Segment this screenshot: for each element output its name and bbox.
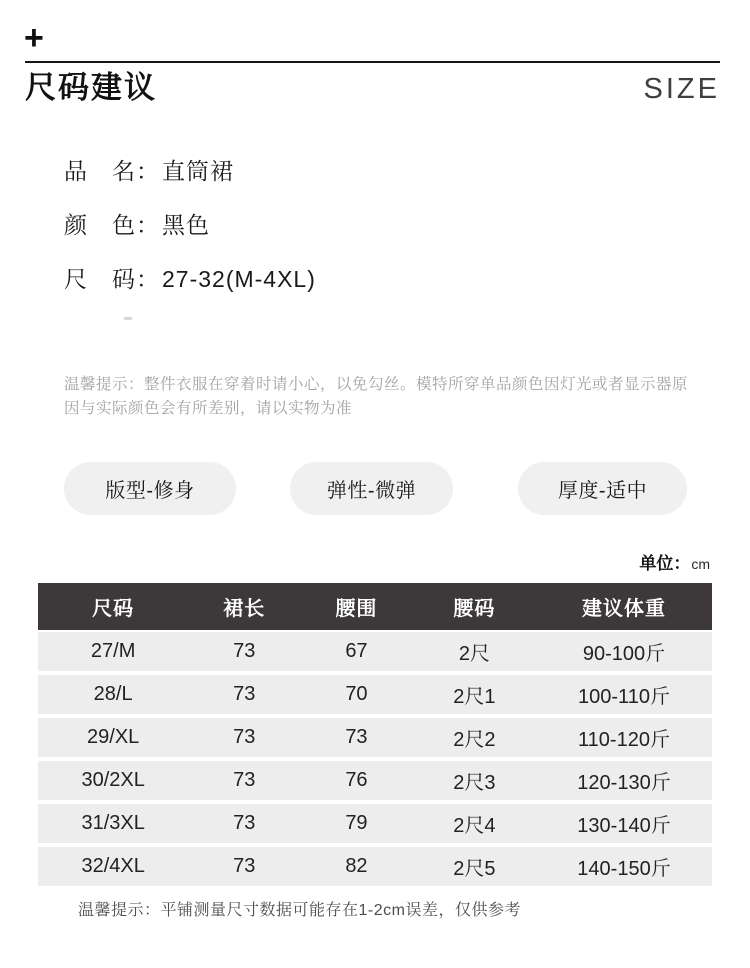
table-row bbox=[38, 761, 712, 800]
product-size-label: 尺 码： bbox=[64, 266, 160, 292]
table-cell: 120-130斤 bbox=[577, 772, 671, 794]
table-cell: 140-150斤 bbox=[577, 858, 671, 880]
table-cell: 2尺5 bbox=[453, 858, 496, 880]
column-header: 裙长 bbox=[223, 598, 266, 620]
table-cell: 90-100斤 bbox=[582, 643, 666, 665]
product-color-label: 颜 色： bbox=[64, 212, 160, 238]
thickness-tag: 厚度-适中 bbox=[518, 462, 687, 515]
elasticity-tag: 弹性-微弹 bbox=[290, 462, 453, 515]
page-title: 尺码建议 bbox=[25, 70, 157, 105]
column-header: 尺码 bbox=[92, 598, 135, 620]
table-row bbox=[38, 632, 712, 671]
table-cell: 27/M bbox=[90, 640, 136, 662]
product-name-value: 直筒裙 bbox=[162, 158, 234, 184]
table-cell: 82 bbox=[345, 855, 368, 877]
header-divider bbox=[25, 61, 720, 63]
table-cell: 130-140斤 bbox=[577, 815, 671, 837]
table-cell: 73 bbox=[233, 683, 256, 705]
product-color-row bbox=[64, 210, 316, 240]
table-cell: 100-110斤 bbox=[578, 686, 670, 708]
table-cell: 67 bbox=[345, 640, 368, 662]
table-cell: 73 bbox=[233, 812, 256, 834]
table-cell: 73 bbox=[233, 769, 256, 791]
table-row bbox=[38, 847, 712, 886]
table-cell: 79 bbox=[345, 812, 368, 834]
unit-indicator bbox=[639, 549, 710, 574]
table-row bbox=[38, 804, 712, 843]
table-cell: 70 bbox=[345, 683, 368, 705]
product-size-row bbox=[64, 264, 316, 294]
column-header: 腰码 bbox=[453, 598, 496, 620]
table-row bbox=[38, 718, 712, 757]
page-title-en: SIZE bbox=[643, 73, 720, 105]
table-cell: 110-120斤 bbox=[578, 729, 670, 751]
care-notice: 温馨提示：整件衣服在穿着时请小心，以免勾丝。模特所穿单品颜色因灯光或者显示器原因与实际颜色会有所差别，请以实物为准 bbox=[64, 376, 689, 417]
measure-notice: 温馨提示：平铺测量尺寸数据可能存在1-2cm误差，仅供参考 bbox=[78, 902, 521, 919]
table-cell: 73 bbox=[345, 726, 368, 748]
unit-label: 单位： bbox=[639, 554, 691, 573]
table-header-row bbox=[38, 583, 712, 630]
header bbox=[25, 70, 720, 106]
column-header: 建议体重 bbox=[582, 598, 666, 620]
column-header: 腰围 bbox=[335, 598, 378, 620]
product-color-value: 黑色 bbox=[162, 212, 210, 238]
product-size-value: 27-32(M-4XL) bbox=[162, 266, 316, 292]
table-cell: 2尺2 bbox=[453, 729, 496, 751]
size-table bbox=[38, 583, 712, 886]
table-cell: 2尺4 bbox=[453, 815, 496, 837]
table-cell: 2尺1 bbox=[453, 686, 496, 708]
table-row bbox=[38, 675, 712, 714]
table-cell: 73 bbox=[233, 726, 256, 748]
table-cell: 32/4XL bbox=[81, 855, 145, 877]
table-cell: 28/L bbox=[93, 683, 133, 705]
table-cell: 29/XL bbox=[87, 726, 140, 748]
plus-icon: + bbox=[24, 19, 44, 57]
decorative-mark bbox=[124, 317, 132, 320]
fit-tag: 版型-修身 bbox=[64, 462, 236, 515]
table-cell: 31/3XL bbox=[81, 812, 145, 834]
table-cell: 73 bbox=[233, 640, 256, 662]
product-name-label: 品 名： bbox=[64, 158, 160, 184]
table-cell: 2尺 bbox=[458, 643, 490, 665]
product-info bbox=[64, 156, 316, 318]
table-cell: 76 bbox=[345, 769, 368, 791]
table-cell: 73 bbox=[233, 855, 256, 877]
table-cell: 2尺3 bbox=[453, 772, 496, 794]
unit-value: cm bbox=[691, 556, 710, 572]
product-name-row bbox=[64, 156, 316, 186]
table-cell: 30/2XL bbox=[81, 769, 145, 791]
